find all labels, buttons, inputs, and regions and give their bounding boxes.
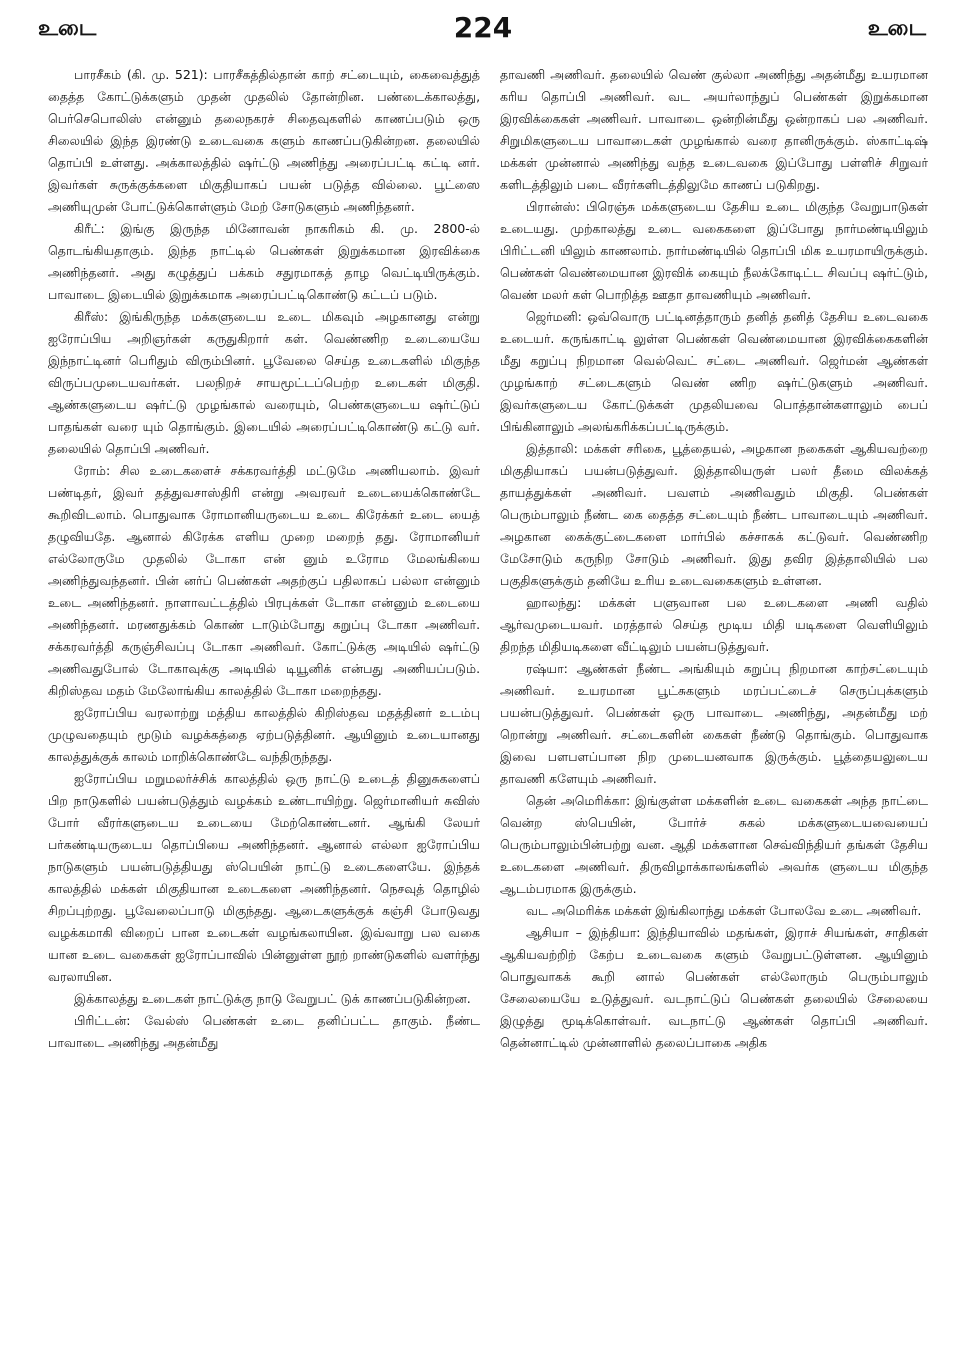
paragraph-middle-ages: ஐரோப்பிய வரலாற்று மத்திய காலத்தில் கிறிஸ்தவ மதத்தினர் உடம்பு முழுவதையும் மூடும் வழக்கத்தை ஏற்படுத்தினர். ஆயினும் உடையானது காலத்துக்குக் காலம் மாறிக்கொண்டே வந்திருந்தது. — [48, 705, 480, 764]
paragraph-renaissance: ஐரோப்பிய மறுமலர்ச்சிக் காலத்தில் ஒரு நாட்டு உடைத் தினுசுகளைப் பிற நாடுகளில் பயன்படுத்தும் வழக்கம் உண்டாயிற்று. ஜெர்மானியர் சுவிஸ் போர் வீரர்களுடைய உடையை மேற்கொண்டனர். ஆங்கி லேயர் பர்கண்டியருடைய தொப்பியை அணிந்தனர். ஆனால் எல்லா ஐரோப்பிய நாடுகளும் பயன்படுத்தியது ஸ்பெயின் நாட்டு உடைகளையே. இந்தக் காலத்தில் மக்கள் மிகுதியான உடைகளை அணிந்தனர். நெசவுத் தொழில் சிறப்புற்றது. பூவேலைப்பாடு மிகுந்தது. ஆடைகளுக்குக் கஞ்சி போடுவது வழக்கமாகி விறைப் பான உடைகள் வழங்கலாயின. இவ்வாறு பல வகை யான உடை வகைகள் ஐரோப்பாவில் பின்னுள்ள நூற் றாண்டுகளில் வளர்ந்து வரலாயின. — [48, 771, 480, 984]
paragraph-persia: பாரசீகம் (கி. மு. 521): பாரசீகத்தில்தான் காற் சட்டையும், கைவைத்துத் தைத்த கோட்டுக்களும் முதன் முதலில் தோன்றின. பண்டைக்காலத்து, பெர்செபொலிஸ் என்னும் தலைநகரச் சிதைவுகளில் காணப்படும் ஒரு சிலையில் இந்த இரண்டு உடைவகை களும் காணப்படுகின்றன. தலையில் தொப்பி உள்ளது. அக்காலத்தில் ஷர்ட்டு அணிந்து அரைப்பட்டி கட்டி னர். இவர்கள் சுருக்குக்களை மிகுதியாகப் பயன் படுத்த வில்லை. பூட்ஸை அணியுமுன் போட்டுக்கொள்ளும் மேற் சோடுகளும் அணிந்தனர். — [48, 67, 480, 214]
paragraph-britain: பிரிட்டன்: வேல்ஸ் பெண்கள் உடை தனிப்பட்ட தாகும். நீண்ட பாவாடை அணிந்து அதன்மீது — [48, 1013, 480, 1050]
header-right-word: உடை — [867, 16, 926, 41]
paragraph-modern: இக்காலத்து உடைகள் நாட்டுக்கு நாடு வேறுபட் டுக் காணப்படுகின்றன. — [74, 991, 471, 1006]
paragraph-south-america: தென் அமெரிக்கா: இங்குள்ள மக்களின் உடை வகைகள் அந்த நாட்டை வென்ற ஸ்பெயின், போர்ச் சுகல் மக்களுடையவையைப் பெரும்பாலும்பின்பற்று வன. ஆதி மக்களான செவ்விந்தியர் தங்கள் தேசிய உடைகளை அணிவர். திருவிழாக்காலங்களில் அவர்க ளுடைய மிகுந்த ஆடம்பரமாக இருக்கும். — [500, 793, 928, 896]
left-column — [48, 64, 480, 1354]
page-number: 224 — [453, 11, 513, 44]
paragraph-italy: இத்தாலி: மக்கள் சரிகை, பூத்தையல், அழகான நகைகள் ஆகியவற்றை மிகுதியாகப் பயன்படுத்துவர். இத்தாலியருள் பலர் தீமை விலக்கத் தாயத்துக்கள் அணிவர். பவளம் அணிவதும் மிகுதி. பெண்கள் பெரும்பாலும் நீண்ட கை தைத்த சட்டையும் நீண்ட பாவாடையும் அணிவர். அழகான கைக்குட்டைகளை மார்பில் கச்சாகக் கட்டுவர். வெண்ணிற மேசோடும் கருநிற சோடும் அணிவர். இது தவிர இத்தாலியில் பல பகுதிகளுக்கும் தனியே உரிய உடைவகைகளும் உள்ளன. — [500, 441, 928, 588]
paragraph-north-america: வட அமெரிக்க மக்கள் இங்கிலாந்து மக்கள் போலவே உடை அணிவர். — [526, 903, 922, 918]
right-column — [500, 64, 928, 1354]
paragraph-rome: ரோம்: சில உடைகளைச் சக்கரவர்த்தி மட்டுமே அணியலாம். இவர் பண்டிதர், இவர் தத்துவசாஸ்திரி என்று அவரவர் உடையைக்கொண்டே கூறிவிடலாம். பொதுவாக ரோமானியருடைய உடை கிரேக்கர் உடை யைத் தழுவியதே. ஆனால் கிரேக்க எளிய முறை மறைந் தது. ரோமானியர் எல்லோருமே முதலில் டோகா என் னும் உரோம மேலங்கியை அணிந்துவந்தனர். பின் னர்ப் பெண்கள் அதற்குப் பதிலாகப் பல்லா என்னும் உடை அணிந்தனர். நாளாவட்டத்தில் பிரபுக்கள் டோகா என்னும் உடையை அணிந்தனர். மரணதுக்கம் கொண் டாடும்போது கறுப்பு டோகா அணிவர். சக்கரவர்த்தி கருஞ்சிவப்பு டோகா அணிவர். கோட்டுக்கு அடியில் ஷர்ட்டு அணிவதுபோல் டோகாவுக்கு அடியில் டியூனிக் என்பது அணியப்படும். கிறிஸ்தவ மதம் மேலோங்கிய காலத்தில் டோகா மறைந்தது. — [48, 463, 480, 698]
paragraph-holland: ஹாலந்து: மக்கள் பளுவான பல உடைகளை அணி வதில் ஆர்வமுடையவர். மரத்தால் செய்த மூடிய மிதி யடிகளை வெளியிலும் திறந்த மிதியடிகளை வீட்டிலும் பயன்படுத்துவர். — [500, 595, 928, 654]
header-left-word: உடை — [38, 16, 97, 41]
paragraph-crete: கிரீட்: இங்கு இருந்த மினோவன் நாகரிகம் கி. மு. 2800-ல் தொடங்கியதாகும். இந்த நாட்டில் பெண்கள் இறுக்கமான இரவிக்கை அணிந்தனர். அது கழுத்துப் பக்கம் சதுரமாகத் தாழ வெட்டியிருக்கும். பாவாடை இடையில் இறுக்கமாக அரைப்பட்டிகொண்டு கட்டப் படும். — [48, 221, 480, 302]
paragraph-asia-india: ஆசியா – இந்தியா: இந்தியாவில் மதங்கள், இராச் சியங்கள், சாதிகள் ஆகியவற்றிற் கேற்ப உடைவகை களும் வேறுபட்டுள்ளன. ஆயினும் பொதுவாகக் கூறி னால் பெண்கள் எல்லோரும் பெரும்பாலும் சேலையையே உடுத்துவர். வடநாட்டுப் பெண்கள் தலையில் சேலையை இழுத்து மூடிக்கொள்வர். வடநாட்டு ஆண்கள் தொப்பி அணிவர். தென்னாட்டில் முன்னாளில் தலைப்பாகை அதிக — [500, 925, 928, 1050]
paragraph-germany: ஜெர்மனி: ஒவ்வொரு பட்டினத்தாரும் தனித் தனித் தேசிய உடைவகை உடையர். கருங்காட்டி லுள்ள பெண்கள் வெண்மையான இரவிக்கைகளின் மீது கறுப்பு நிறமான வெல்வெட் சட்டை அணிவர். ஜெர்மன் ஆண்கள் முழங்காற் சட்டைகளும் வெண் ணிற ஷர்ட்டுகளும் அணிவர். இவர்களுடைய கோட்டுக்கள் முதலியவை பொத்தான்களாலும் பைப் பிங்கினாலும் அலங்கரிக்கப்பட்டிருக்கும். — [500, 309, 928, 434]
paragraph-france: பிரான்ஸ்: பிரெஞ்சு மக்களுடைய தேசிய உடை மிகுந்த வேறுபாடுகள் உடையது. முற்காலத்து உடை வகைகளை இப்போது நார்மண்டியிலும் பிரிட்டனி யிலும் காணலாம். நார்மண்டியில் தொப்பி மிக உயரமாயிருக்கும். பெண்கள் வெண்மையான இரவிக் கையும் நீலக்கோடிட்ட சிவப்பு ஷர்ட்டும், வெண் மலர் கள் பொறித்த ஊதா தாவணியும் அணிவர். — [500, 199, 928, 302]
paragraph-britain-cont: தாவணி அணிவர். தலையில் வெண் குல்லா அணிந்து அதன்மீது உயரமான கரிய தொப்பி அணிவர். வட அயர்லாந்துப் பெண்கள் இறுக்கமான இரவிக்கைகள் அணிவர். பாவாடை ஒன்றின்மீது ஒன்றாகப் பல அணிவர். சிறுமிகளுடைய பாவாடைகள் முழங்கால் வரை தானிருக்கும். ஸ்காட்டிஷ் மக்கள் முன்னால் அணிந்து வந்த உடைவகை இப்போது பள்ளிச் சிறுவர் களிடத்திலும் படை வீரர்களிடத்திலுமே காணப் படுகிறது. — [500, 67, 928, 192]
paragraph-greece: கிரீஸ்: இங்கிருந்த மக்களுடைய உடை மிகவும் அழகானது என்று ஐரோப்பிய அறிஞர்கள் கருதுகிறார் கள். வெண்ணிற உடையையே இந்நாட்டினர் பெரிதும் விரும்பினர். பூவேலை செய்த உடைகளில் மிகுந்த விருப்பமுடையவர்கள். பலநிறச் சாயமூட்டப்பெற்ற உடைகள் மிகுதி. ஆண்களுடைய ஷர்ட்டு முழங்கால் வரையும், பெண்களுடைய ஷர்ட்டுப் பாதங்கள் வரை யும் தொங்கும். இடையில் அரைப்பட்டிகொண்டு கட்டு வர். தலையில் தொப்பி அணிவர். — [48, 309, 480, 456]
paragraph-russia: ரஷ்யா: ஆண்கள் நீண்ட அங்கியும் கறுப்பு நிறமான காற்சட்டையும் அணிவர். உயரமான பூட்சுகளும் மரப்பட்டைச் செருப்புக்களும் பயன்படுத்துவர். பெண்கள் ஒரு பாவாடை அணிந்து, அதன்மீது மற் றொன்று அணிவர். சட்டைகளின் கைகள் நீண்டு தொங்கும். பொதுவாக இவை பளபளப்பான நிற முடையனவாக இருக்கும். பூத்தையலுடைய தாவணி களேயும் அணிவர். — [500, 661, 928, 786]
